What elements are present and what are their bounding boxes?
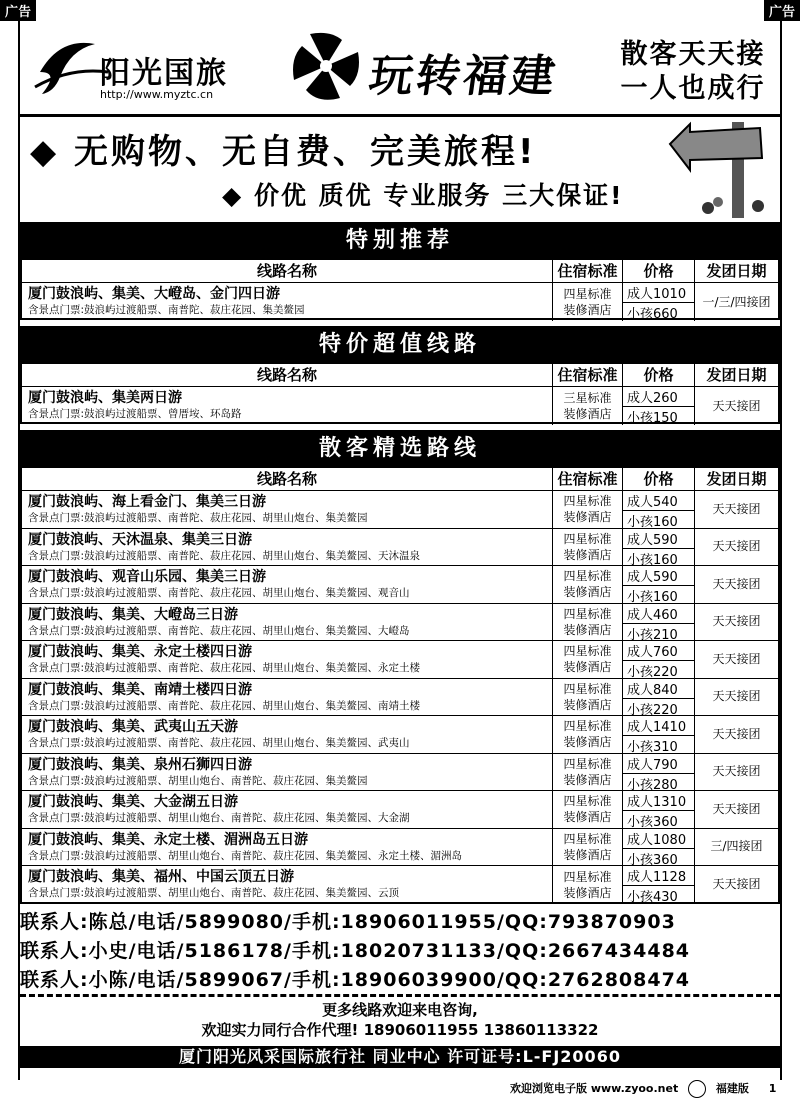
hotel-line1: 四星标准: [563, 719, 612, 734]
slogan-line1: 散客天天接: [620, 39, 766, 70]
section-selected: [20, 430, 780, 904]
hotel-cell: [552, 791, 622, 828]
adult-price: 成人1410: [627, 720, 687, 735]
table-row: [22, 604, 778, 642]
route-sights: 含景点门票:鼓浪屿过渡船票、南普陀、菽庄花园、胡里山炮台、集美鳌园: [28, 512, 368, 524]
date-cell: 天天接团: [694, 754, 778, 791]
table-row: [22, 491, 778, 529]
date-cell: 天天接团: [694, 604, 778, 641]
hotel-cell: [552, 679, 622, 716]
subline-text: 价优 质优 专业服务 三大保证!: [253, 181, 624, 210]
table-row: [22, 283, 778, 321]
hotel-cell: [552, 754, 622, 791]
route-title: 厦门鼓浪屿、海上看金门、集美三日游: [28, 494, 266, 510]
hotel-cell: [552, 566, 622, 603]
date-cell: 天天接团: [694, 491, 778, 528]
hotel-line2: 装修酒店: [563, 660, 612, 675]
route-cell: [22, 679, 552, 716]
hotel-line1: 四星标准: [563, 794, 612, 809]
hotel-line1: 四星标准: [563, 644, 612, 659]
bottom-text[interactable]: 欢迎浏览电子版 www.zyoo.net: [510, 1082, 679, 1095]
hotel-line2: 装修酒店: [563, 547, 612, 562]
route-cell: [22, 529, 552, 566]
section-special: [20, 222, 780, 320]
hotel-line2: 装修酒店: [563, 585, 612, 600]
hotel-line1: 四星标准: [563, 569, 612, 584]
hotel-line2: 装修酒店: [563, 772, 612, 787]
route-title: 厦门鼓浪屿、观音山乐园、集美三日游: [28, 569, 266, 585]
child-price: 小孩220: [623, 698, 694, 718]
logo1-name: 阳光国旅: [100, 56, 228, 91]
adult-price: 成人840: [627, 682, 678, 698]
price-cell: [622, 791, 694, 828]
child-price: 小孩360: [623, 810, 694, 830]
diamond-icon: ◆: [30, 132, 60, 172]
ad-tag-right: 广告: [764, 0, 800, 21]
table-row: [22, 829, 778, 867]
hotel-line1: 四星标准: [563, 681, 612, 696]
section-title: 散客精选路线: [22, 432, 778, 466]
child-price: 小孩360: [623, 848, 694, 868]
route-list: [22, 283, 778, 321]
route-sights: 含景点门票:鼓浪屿过渡船票、胡里山炮台、南普陀、菽庄花园、集美鳌园、永定土楼、湄洲岛: [28, 849, 463, 862]
child-price: 小孩280: [623, 773, 694, 793]
logo1-url: http://www.myztc.cn: [100, 88, 214, 101]
hotel-line1: 四星标准: [563, 606, 612, 621]
hotel-line2: 装修酒店: [563, 303, 612, 317]
route-sights: 含景点门票:鼓浪屿过渡船票、南普陀、菽庄花园、胡里山炮台、集美鳌园、南靖土楼: [28, 699, 421, 712]
adult-price: 成人790: [627, 757, 678, 773]
table-header: [22, 466, 778, 491]
price-cell: [622, 716, 694, 753]
table-header: [22, 258, 778, 283]
route-title: 厦门鼓浪屿、集美、福州、中国云顶五日游: [28, 869, 294, 885]
pinwheel-icon: [290, 26, 362, 106]
table-row: [22, 387, 778, 425]
child-price: 小孩660: [623, 302, 694, 322]
adult-price: 成人1310: [627, 795, 687, 810]
hotel-cell: [552, 716, 622, 753]
hotel-cell: [552, 866, 622, 904]
route-title: 厦门鼓浪屿、集美、永定土楼、湄洲岛五日游: [28, 831, 308, 848]
route-cell: [22, 754, 552, 791]
child-price: 小孩160: [623, 585, 694, 605]
child-price: 小孩310: [623, 735, 694, 755]
hotel-line1: 四星标准: [563, 756, 612, 771]
date-cell: 三/四接团: [694, 829, 778, 866]
bottom-line: [510, 1080, 776, 1098]
headline: [30, 124, 537, 173]
slogan-line2: 一人也成行: [620, 73, 766, 104]
col-hotel: 住宿标准: [552, 260, 622, 282]
route-list: [22, 491, 778, 904]
route-title: 厦门鼓浪屿、集美、武夷山五天游: [28, 719, 238, 735]
route-title: 厦门鼓浪屿、集美、大嶝岛三日游: [28, 606, 238, 623]
date-cell: 一/三/四接团: [694, 283, 778, 321]
hotel-cell: [552, 529, 622, 566]
date-cell: 天天接团: [694, 866, 778, 904]
col-hotel: 住宿标准: [552, 364, 622, 386]
route-sights: 含景点门票:鼓浪屿过渡船票、南普陀、菽庄花园、胡里山炮台、集美鳌园、永定土楼: [28, 662, 421, 674]
seal-icon: [688, 1080, 706, 1098]
hotel-line1: 三星标准: [563, 391, 612, 405]
price-cell: [622, 866, 694, 904]
hotel-line2: 装修酒店: [563, 697, 612, 712]
route-sights: 含景点门票:鼓浪屿过渡船票、南普陀、菽庄花园、集美鳌园: [28, 304, 305, 316]
table-row: [22, 791, 778, 829]
route-sights: 含景点门票:鼓浪屿过渡船票、胡里山炮台、南普陀、菽庄花园、集美鳌园、大金湖: [28, 812, 410, 824]
diamond-icon: ◆: [222, 181, 244, 210]
col-price: 价格: [622, 468, 694, 490]
fujian-logo: [290, 24, 600, 108]
contact-line: 联系人:小陈/电话/5899067/手机:18906039900/QQ:2762808474: [20, 969, 691, 991]
route-title: 厦门鼓浪屿、集美两日游: [28, 390, 182, 406]
route-title: 厦门鼓浪屿、天沐温泉、集美三日游: [28, 531, 252, 548]
route-sights: 含景点门票:鼓浪屿过渡船票、曾厝垵、环岛路: [28, 408, 242, 420]
adult-price: 成人760: [627, 645, 678, 660]
route-cell: [22, 791, 552, 828]
col-price: 价格: [622, 364, 694, 386]
table-row: [22, 754, 778, 792]
col-name: 线路名称: [256, 470, 317, 488]
hotel-line2: 装修酒店: [563, 847, 612, 862]
date-cell: 天天接团: [694, 716, 778, 753]
route-title: 厦门鼓浪屿、集美、大金湖五日游: [28, 794, 238, 810]
contact-line: 联系人:陈总/电话/5899080/手机:18906011955/QQ:793870903: [20, 911, 676, 933]
date-cell: 天天接团: [694, 679, 778, 716]
hotel-line1: 四星标准: [563, 287, 612, 301]
headline-text: 无购物、无自费、完美旅程!: [74, 132, 537, 172]
route-cell: [22, 866, 552, 904]
contact-line: 联系人:小史/电话/5186178/手机:18020731133/QQ:2667434484: [20, 940, 691, 962]
col-date: 发团日期: [694, 364, 778, 386]
date-cell: 天天接团: [694, 387, 778, 425]
footer-bar: 厦门阳光风采国际旅行社 同业中心 许可证号:L-FJ20060: [20, 1046, 780, 1068]
child-price: 小孩160: [623, 548, 694, 568]
price-cell: [622, 679, 694, 716]
route-cell: [22, 566, 552, 603]
price-cell: [622, 754, 694, 791]
hotel-line1: 四星标准: [563, 831, 612, 846]
route-sights: 含景点门票:鼓浪屿过渡船票、胡里山炮台、南普陀、菽庄花园、集美鳌园: [28, 774, 368, 787]
route-cell: [22, 641, 552, 678]
hotel-cell: [552, 283, 622, 321]
header: [20, 18, 780, 117]
adult-price: 成人260: [627, 391, 678, 406]
route-cell: [22, 829, 552, 866]
route-title: 厦门鼓浪屿、集美、大嶝岛、金门四日游: [28, 286, 280, 302]
route-cell: [22, 491, 552, 528]
col-name: 线路名称: [256, 262, 317, 280]
more-info: [20, 1000, 780, 1040]
date-cell: 天天接团: [694, 529, 778, 566]
table-row: [22, 866, 778, 904]
child-price: 小孩210: [623, 623, 694, 643]
route-title: 厦门鼓浪屿、集美、泉州石狮四日游: [28, 756, 252, 773]
section-title: 特价超值线路: [22, 328, 778, 362]
subline: [222, 176, 623, 212]
more-line1: 更多线路欢迎来电咨询,: [322, 1001, 478, 1019]
hotel-line1: 四星标准: [563, 531, 612, 546]
route-sights: 含景点门票:鼓浪屿过渡船票、南普陀、菽庄花园、胡里山炮台、集美鳌园、武夷山: [28, 737, 410, 749]
price-cell: [622, 641, 694, 678]
price-cell: [622, 387, 694, 425]
hotel-cell: [552, 829, 622, 866]
date-cell: 天天接团: [694, 566, 778, 603]
slogan: [598, 38, 788, 106]
table-row: [22, 566, 778, 604]
hotel-cell: [552, 491, 622, 528]
route-cell: [22, 716, 552, 753]
child-price: 小孩160: [623, 510, 694, 530]
price-cell: [622, 604, 694, 641]
hotel-line2: 装修酒店: [563, 810, 612, 825]
hotel-cell: [552, 641, 622, 678]
signpost-icon: [650, 114, 770, 218]
table-header: [22, 362, 778, 387]
col-date: 发团日期: [694, 468, 778, 490]
swoosh-icon: [30, 32, 110, 102]
adult-price: 成人1128: [627, 870, 687, 885]
price-cell: [622, 529, 694, 566]
hotel-line1: 四星标准: [563, 869, 612, 884]
adult-price: 成人590: [627, 570, 678, 585]
hotel-cell: [552, 387, 622, 425]
contacts: [20, 908, 780, 995]
route-list: [22, 387, 778, 425]
table-row: [22, 679, 778, 717]
hotel-line2: 装修酒店: [563, 622, 612, 637]
hotel-line2: 装修酒店: [563, 885, 612, 900]
col-date: 发团日期: [694, 260, 778, 282]
route-sights: 含景点门票:鼓浪屿过渡船票、南普陀、菽庄花园、胡里山炮台、集美鳌园、大嶝岛: [28, 624, 410, 637]
col-name: 线路名称: [256, 366, 317, 384]
route-cell: [22, 387, 552, 425]
price-cell: [622, 829, 694, 866]
route-title: 厦门鼓浪屿、集美、永定土楼四日游: [28, 644, 252, 660]
hotel-line2: 装修酒店: [563, 407, 612, 421]
hotel-line1: 四星标准: [563, 494, 612, 509]
table-row: [22, 641, 778, 679]
route-title: 厦门鼓浪屿、集美、南靖土楼四日游: [28, 681, 252, 698]
adult-price: 成人1010: [627, 287, 687, 302]
price-cell: [622, 283, 694, 321]
col-price: 价格: [622, 260, 694, 282]
child-price: 小孩150: [623, 406, 694, 426]
price-cell: [622, 491, 694, 528]
more-line2: 欢迎实力同行合作代理! 18906011955 13860113322: [201, 1021, 599, 1039]
child-price: 小孩430: [623, 885, 694, 905]
section-value: [20, 326, 780, 424]
table-row: [22, 716, 778, 754]
price-cell: [622, 566, 694, 603]
adult-price: 成人460: [627, 607, 678, 623]
route-cell: [22, 283, 552, 321]
route-sights: 含景点门票:鼓浪屿过渡船票、胡里山炮台、南普陀、菽庄花园、集美鳌园、云顶: [28, 887, 400, 899]
ad-tag-left: 广告: [0, 0, 36, 21]
child-price: 小孩220: [623, 660, 694, 680]
page-number: 1: [768, 1082, 777, 1095]
hotel-cell: [552, 604, 622, 641]
route-sights: 含景点门票:鼓浪屿过渡船票、南普陀、菽庄花园、胡里山炮台、集美鳌园、天沐温泉: [28, 549, 421, 562]
section-title: 特别推荐: [22, 224, 778, 258]
sunshine-logo: [30, 32, 280, 102]
bottom-edition: 福建版: [715, 1082, 749, 1095]
date-cell: 天天接团: [694, 791, 778, 828]
adult-price: 成人540: [627, 495, 678, 510]
logo2-name: 玩转福建: [365, 51, 561, 102]
hotel-line2: 装修酒店: [563, 510, 612, 525]
adult-price: 成人590: [627, 532, 678, 548]
table-row: [22, 529, 778, 567]
hotel-line2: 装修酒店: [563, 735, 612, 750]
col-hotel: 住宿标准: [552, 468, 622, 490]
route-sights: 含景点门票:鼓浪屿过渡船票、南普陀、菽庄花园、胡里山炮台、集美鳌园、观音山: [28, 587, 410, 599]
divider: [20, 994, 780, 997]
date-cell: 天天接团: [694, 641, 778, 678]
route-cell: [22, 604, 552, 641]
adult-price: 成人1080: [627, 832, 687, 848]
